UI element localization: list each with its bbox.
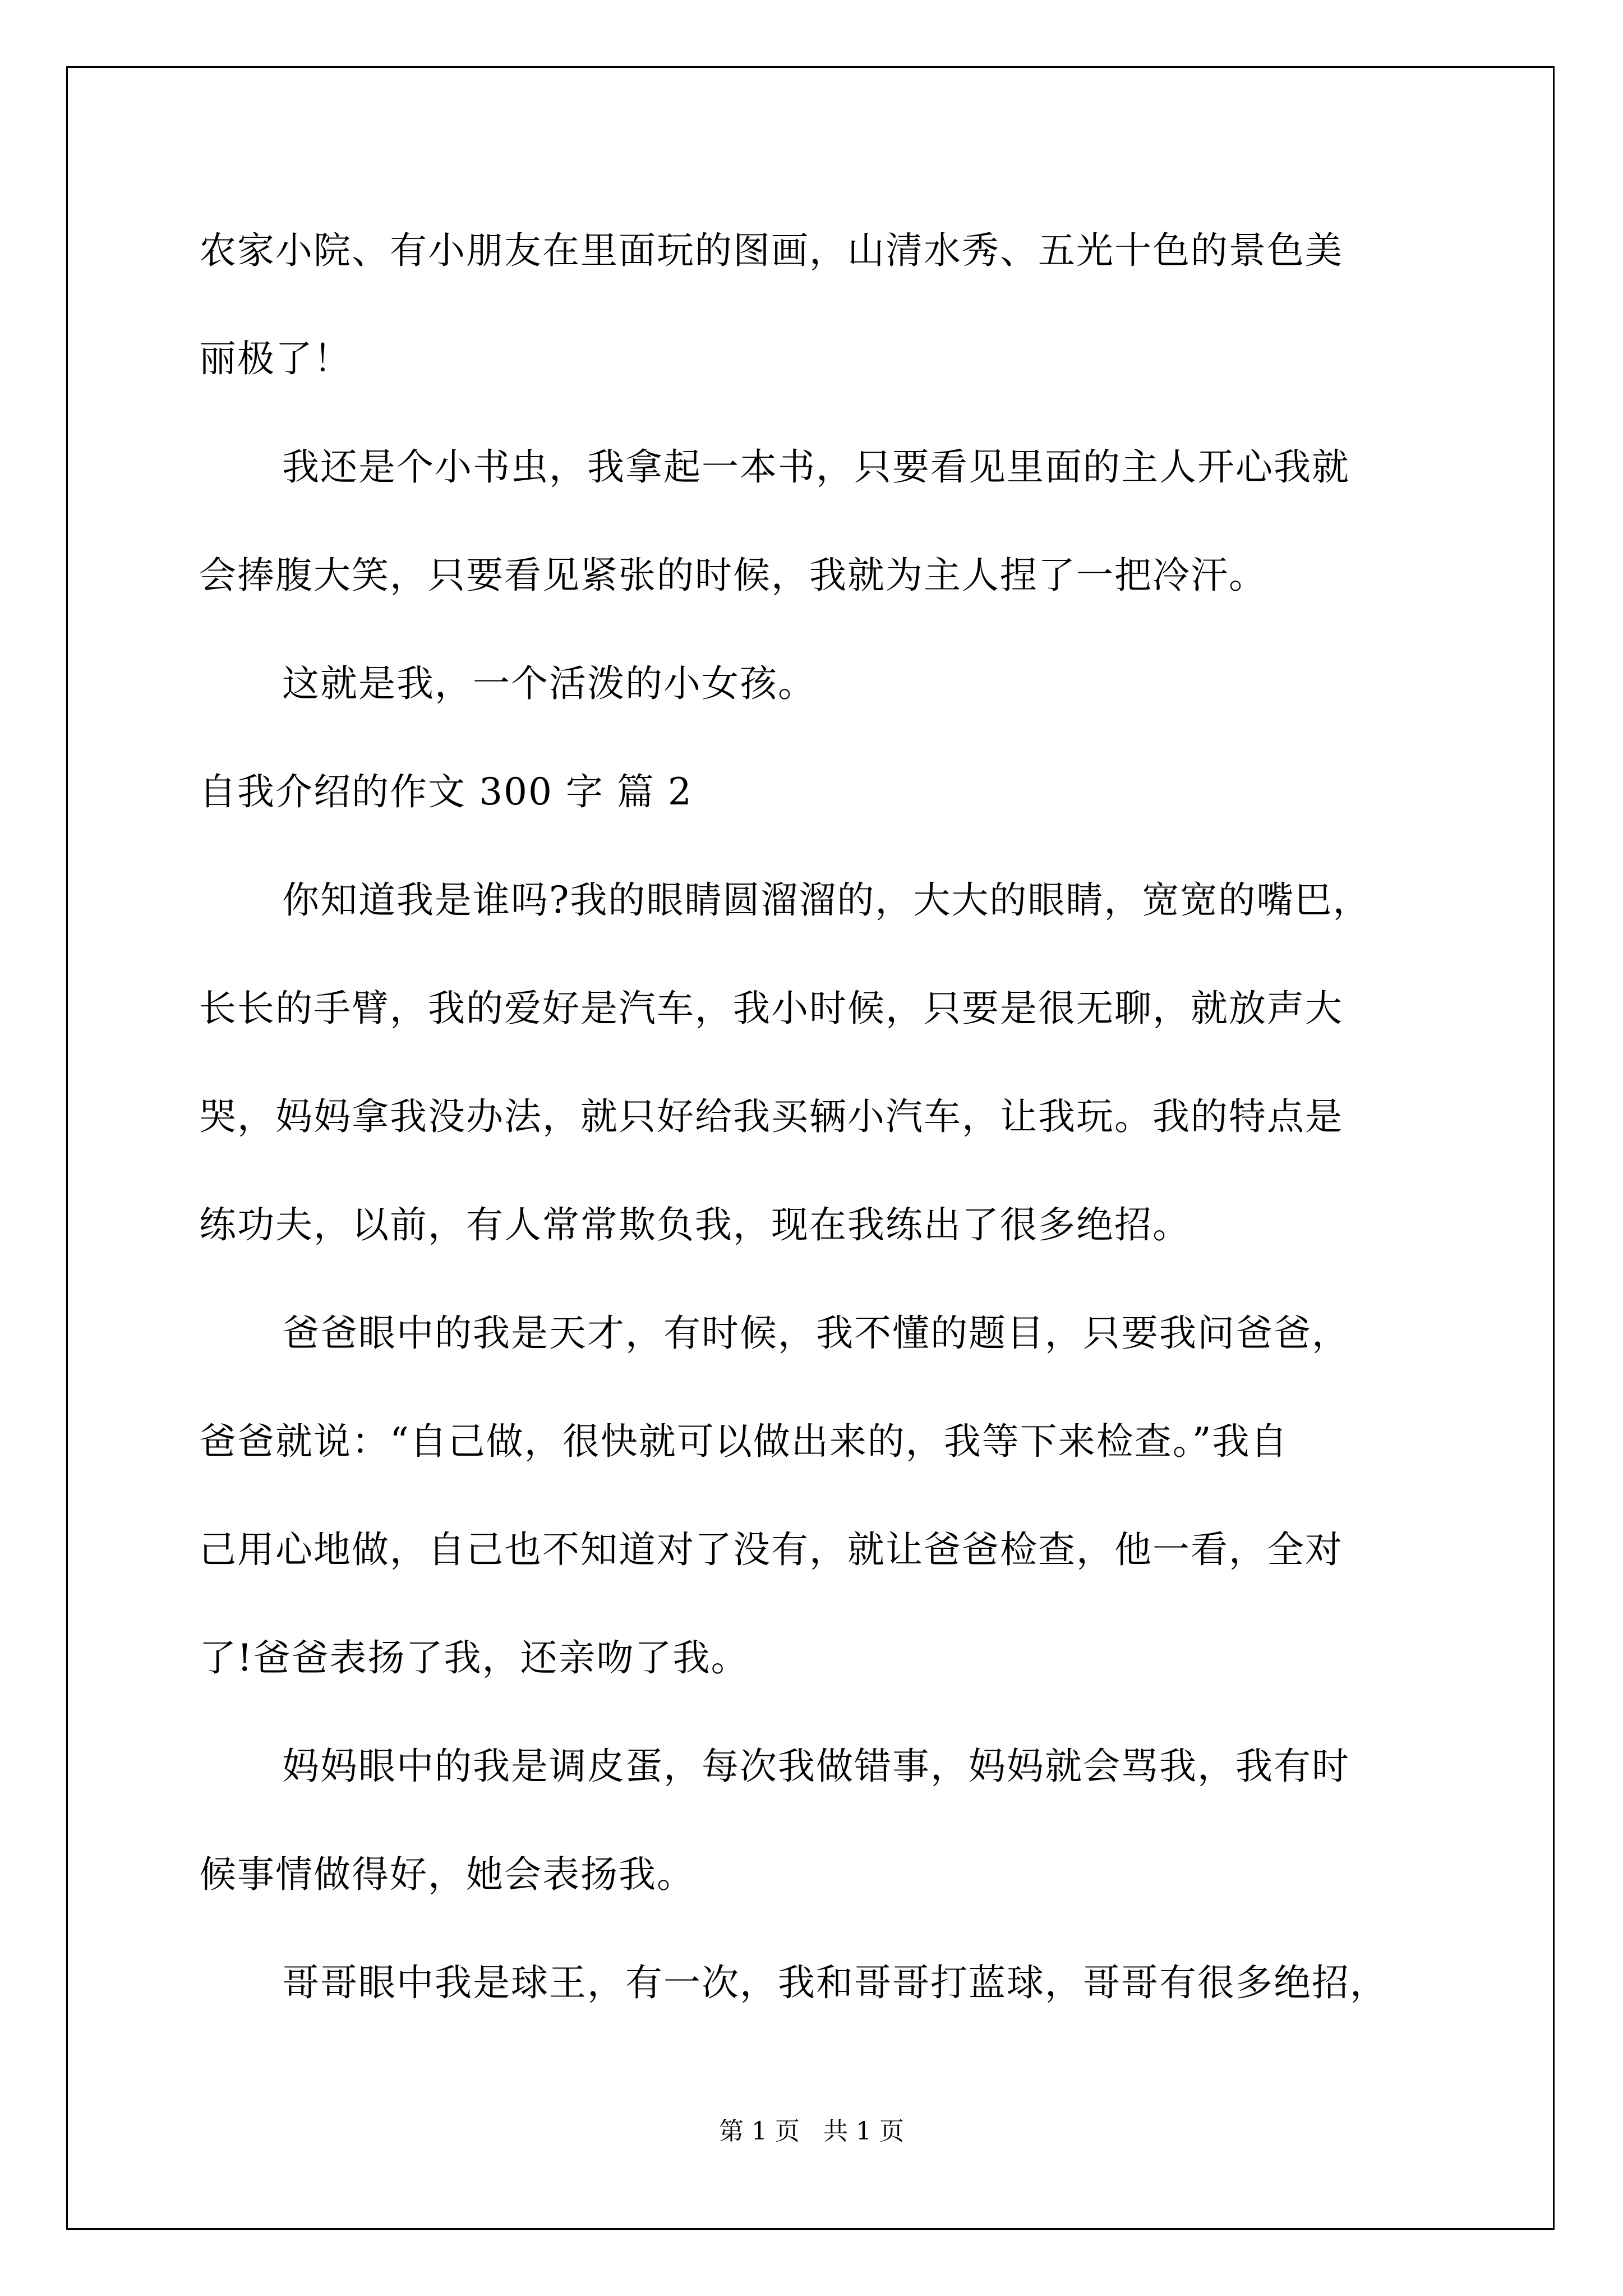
paragraph-line: 长长的手臂，我的爱好是汽车，我小时候，只要是很无聊，就放声大 bbox=[199, 987, 1343, 1030]
paragraph-line: 练功夫，以前，有人常常欺负我，现在我练出了很多绝招。 bbox=[199, 1203, 1191, 1246]
page-number-footer: 第 1 页 共 1 页 bbox=[719, 2117, 904, 2146]
paragraph-line: 爸爸就说：“自己做，很快就可以做出来的，我等下来检查。”我自 bbox=[199, 1420, 1289, 1463]
paragraph-line: 爸爸眼中的我是天才，有时候，我不懂的题目，只要我问爸爸， bbox=[282, 1312, 1350, 1355]
paragraph-line: 这就是我，一个活泼的小女孩。 bbox=[282, 662, 816, 705]
paragraph-line: 农家小院、有小朋友在里面玩的图画，山清水秀、五光十色的景色美 bbox=[199, 229, 1343, 272]
paragraph-line: 己用心地做，自己也不知道对了没有，就让爸爸检查，他一看，全对 bbox=[199, 1528, 1343, 1571]
document-body bbox=[199, 196, 1428, 2037]
paragraph-line: 哭，妈妈拿我没办法，就只好给我买辆小汽车，让我玩。我的特点是 bbox=[199, 1095, 1343, 1138]
paragraph-line: 我还是个小书虫，我拿起一本书，只要看见里面的主人开心我就 bbox=[282, 445, 1350, 489]
paragraph-line: 丽极了！ bbox=[199, 337, 352, 380]
paragraph-line: 候事情做得好，她会表扬我。 bbox=[199, 1853, 695, 1896]
paragraph-line: 你知道我是谁吗?我的眼睛圆溜溜的，大大的眼睛，宽宽的嘴巴， bbox=[282, 878, 1371, 922]
paragraph-line: 哥哥眼中我是球王，有一次，我和哥哥打蓝球，哥哥有很多绝招， bbox=[282, 1961, 1388, 2004]
paragraph-line: 了!爸爸表扬了我，还亲吻了我。 bbox=[199, 1636, 749, 1680]
paragraph-line: 会捧腹大笑，只要看见紧张的时候，我就为主人捏了一把冷汗。 bbox=[199, 554, 1267, 597]
section-heading: 自我介绍的作文 300 字 篇 2 bbox=[199, 770, 693, 813]
paragraph-line: 妈妈眼中的我是调皮蛋，每次我做错事，妈妈就会骂我，我有时 bbox=[282, 1745, 1350, 1788]
